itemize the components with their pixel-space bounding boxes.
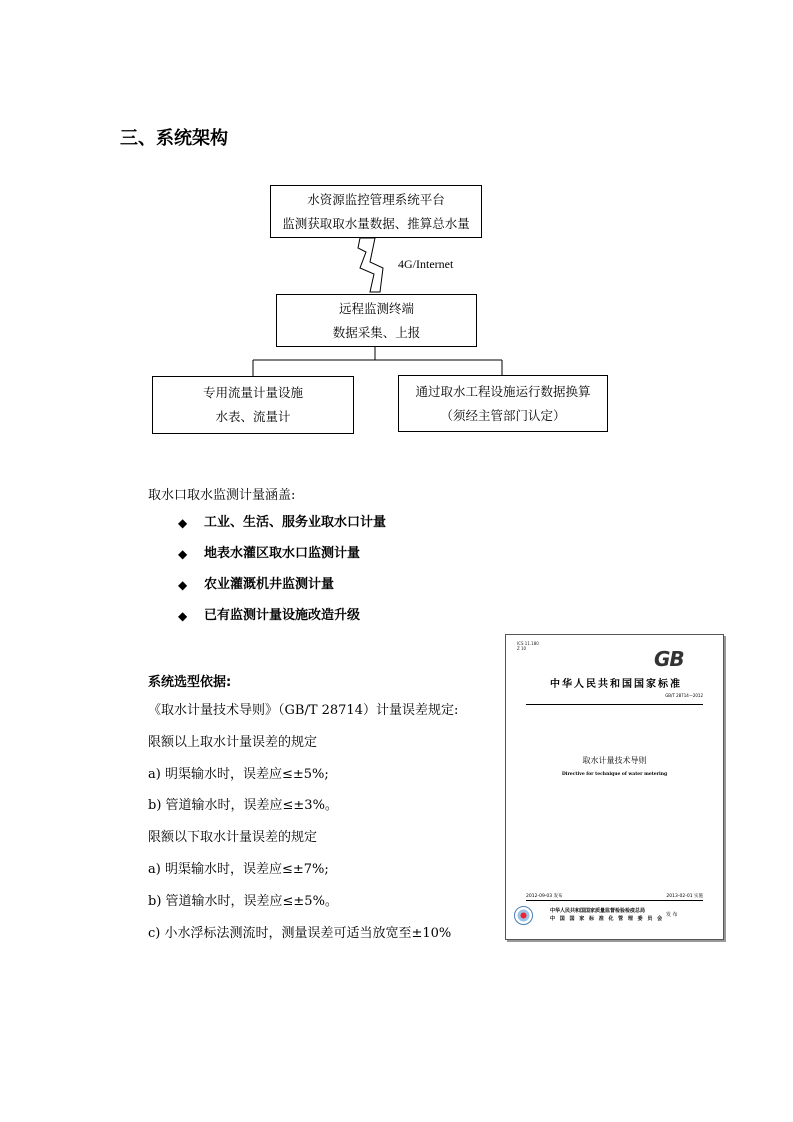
terminal-line1: 远程监测终端 xyxy=(338,300,414,316)
basis-title: 系统选型依据: xyxy=(148,675,232,690)
cover-standard-number: GB/T 28714—2012 xyxy=(665,693,703,698)
section-title: 三、系统架构 xyxy=(120,128,228,149)
coverage-list xyxy=(178,513,386,637)
list-item: ◆ 地表水灌区取水口监测计量 xyxy=(178,544,386,575)
flow-meter-box xyxy=(152,376,354,434)
cover-issue-date: 2012-09-03 发布 xyxy=(526,894,563,899)
gb-logo: GB xyxy=(654,647,684,671)
diamond-bullet-icon: ◆ xyxy=(178,578,188,592)
diamond-bullet-icon: ◆ xyxy=(178,516,188,530)
basis-line: 限额以上取水计量误差的规定 xyxy=(148,734,318,750)
conversion-line1: 通过取水工程设施运行数据换算 xyxy=(415,383,591,399)
cover-impl-date: 2013-02-01 实施 xyxy=(666,894,703,899)
conversion-box xyxy=(398,375,608,432)
basis-line: b) 管道输水时，误差应≤±3%。 xyxy=(148,798,338,814)
flow-meter-line2: 水表、流量计 xyxy=(215,409,291,424)
cover-title-cn: 取水计量技术导则 xyxy=(582,756,647,765)
cover-title-en: Directive for technique of water metering xyxy=(561,772,668,777)
cover-rule-bottom xyxy=(526,900,703,901)
basis-line: c) 小水浮标法测流时，测量误差可适当放宽至±10% xyxy=(148,925,452,941)
basis-line: 《取水计量技术导则》（GB/T 28714）计量误差规定: xyxy=(148,703,459,718)
network-label: 4G/Internet xyxy=(398,257,454,271)
list-item: ◆ 工业、生活、服务业取水口计量 xyxy=(178,513,386,544)
basis-line: a) 明渠输水时，误差应≤±7%; xyxy=(148,861,329,877)
basis-line: 限额以下取水计量误差的规定 xyxy=(148,830,318,846)
cover-nation: 中华人民共和国国家标准 xyxy=(550,679,682,690)
cover-publisher-1: 中华人民共和国国家质量监督检验检疫总局 xyxy=(550,908,646,914)
platform-line1: 水资源监控管理系统平台 xyxy=(307,191,445,207)
standard-cover-image xyxy=(505,634,724,940)
platform-box xyxy=(270,185,482,238)
terminal-line2: 数据采集、上报 xyxy=(332,324,421,340)
seal-icon xyxy=(514,906,533,925)
basis-line: b) 管道输水时，误差应≤±5%。 xyxy=(148,893,338,909)
cover-publish-word: 发布 xyxy=(666,912,680,918)
flow-meter-line1: 专用流量计量设施 xyxy=(202,385,303,400)
conversion-line2: （须经主管部门认定） xyxy=(440,407,566,423)
cover-rule xyxy=(526,704,703,705)
terminal-box xyxy=(276,294,477,347)
list-item: ◆ 农业灌溉机井监测计量 xyxy=(178,575,386,606)
cover-ics: ICS 11.180 Z 10 xyxy=(517,641,539,651)
coverage-intro: 取水口取水监测计量涵盖: xyxy=(148,488,296,503)
cover-publisher-2: 中 国 国 家 标 准 化 管 理 委 员 会 xyxy=(550,916,664,922)
basis-lines xyxy=(148,700,458,954)
diamond-bullet-icon: ◆ xyxy=(178,609,188,623)
platform-line2: 监测获取取水量数据、推算总水量 xyxy=(282,215,470,231)
diamond-bullet-icon: ◆ xyxy=(178,547,188,561)
wireless-link-icon xyxy=(358,238,383,292)
list-item: ◆ 已有监测计量设施改造升级 xyxy=(178,606,386,637)
basis-line: a) 明渠输水时，误差应≤±5%; xyxy=(148,766,329,782)
